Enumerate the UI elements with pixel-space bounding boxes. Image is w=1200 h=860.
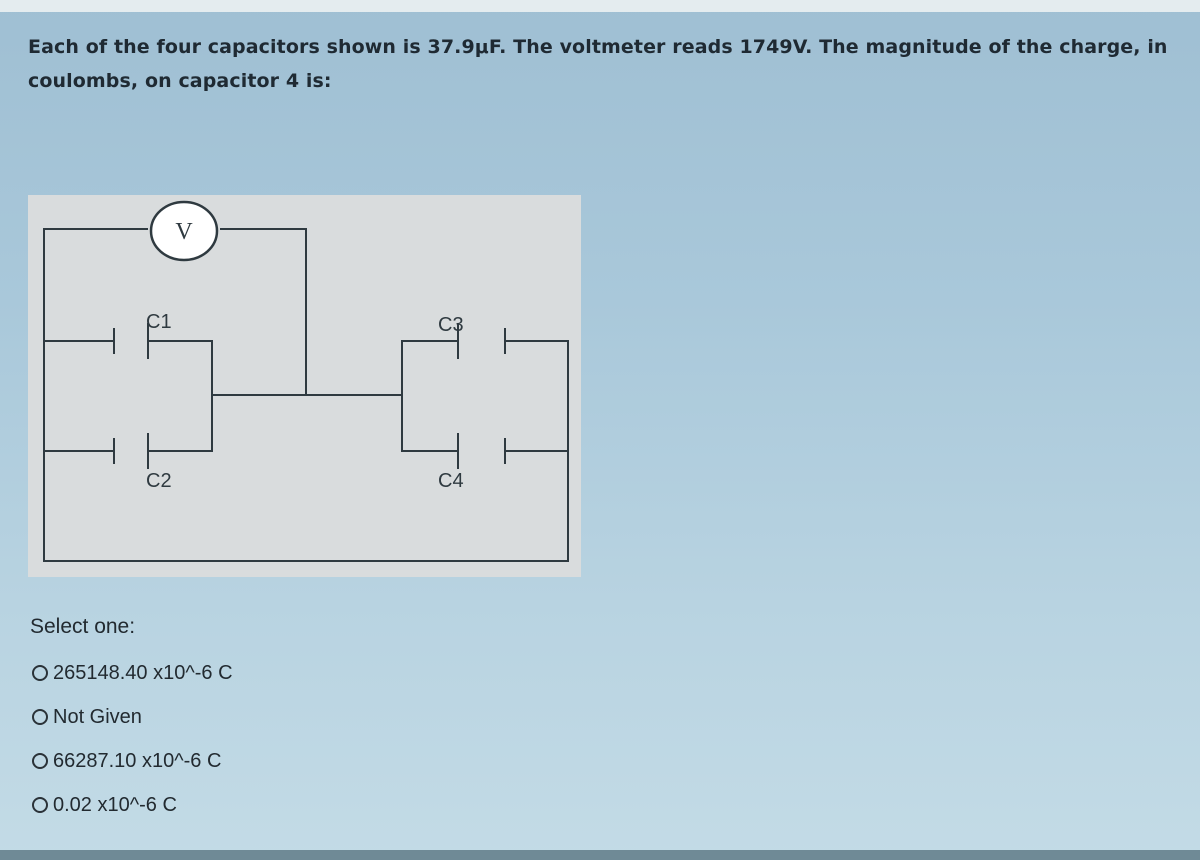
wire-c1-c2-right <box>148 341 212 451</box>
answer-option-2[interactable] <box>32 695 233 739</box>
question-line-2: coulombs, on capacitor 4 is: <box>28 70 332 92</box>
select-one-label: Select one: <box>30 615 136 638</box>
answer-option-label: 66287.10 x10^-6 C <box>53 749 222 772</box>
question-text <box>28 30 1178 98</box>
answer-option-3[interactable] <box>32 739 233 783</box>
wire-c3-right <box>505 341 568 451</box>
answer-options <box>32 651 233 827</box>
radio-icon[interactable] <box>32 753 48 769</box>
capacitor-label-c2: C2 <box>146 470 172 492</box>
circuit-diagram <box>28 195 581 577</box>
radio-icon[interactable] <box>32 709 48 725</box>
answer-option-label: 265148.40 x10^-6 C <box>53 661 233 684</box>
question-line-1: Each of the four capacitors shown is 37.9μF. The voltmeter reads 1749V. The magnitude of the charge, in <box>28 36 1168 58</box>
answer-option-label: 0.02 x10^-6 C <box>53 793 177 816</box>
wire-c3-c4-left <box>402 341 458 451</box>
capacitor-label-c4: C4 <box>438 470 464 492</box>
radio-icon[interactable] <box>32 665 48 681</box>
answer-option-label: Not Given <box>53 705 142 728</box>
answer-option-4[interactable] <box>32 783 233 827</box>
bottom-strip <box>0 850 1200 860</box>
top-strip <box>0 0 1200 12</box>
answer-option-1[interactable] <box>32 651 233 695</box>
radio-icon[interactable] <box>32 797 48 813</box>
circuit-svg <box>28 195 581 577</box>
voltmeter-label: V <box>175 219 193 245</box>
wire-voltmeter-right <box>220 229 306 395</box>
capacitor-label-c1: C1 <box>146 311 172 333</box>
capacitor-label-c3: C3 <box>438 314 464 336</box>
